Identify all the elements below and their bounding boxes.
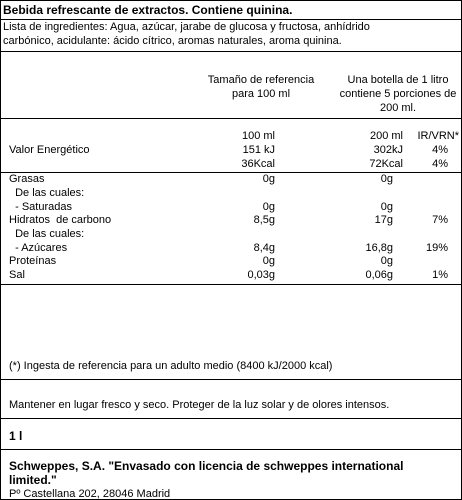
storage-instructions: Mantener en lugar fresco y seco. Proteger de la luz solar y de olores intensos. bbox=[9, 399, 390, 411]
divider bbox=[1, 379, 461, 380]
row-value-200ml: 16,8g bbox=[365, 242, 393, 254]
row-value-200ml: 0,06g bbox=[365, 269, 393, 281]
row-value-ir: 4% bbox=[432, 158, 448, 170]
row-value-100ml: 0g bbox=[262, 255, 275, 267]
row-value-100ml: 151 kJ bbox=[242, 144, 275, 156]
reference-size-header-line-1: Tamaño de referencia bbox=[207, 74, 315, 86]
row-label: Proteínas bbox=[9, 255, 57, 267]
divider bbox=[1, 449, 461, 450]
company-address: Pº Castellana 202, 28046 Madrid bbox=[9, 488, 171, 500]
ingredients-line-2: carbónico, acidulante: ácido cítrico, aromas naturales, aroma quinina. bbox=[3, 35, 342, 47]
row-label: De las cuales: bbox=[9, 228, 85, 240]
company-line-2: limited." bbox=[9, 473, 57, 487]
bottle-header-line-2: contiene 5 porciones de bbox=[339, 88, 457, 100]
row-value-200ml: 0g bbox=[380, 255, 393, 267]
row-label: - Saturadas bbox=[9, 201, 72, 213]
row-value-200ml: 17g bbox=[374, 214, 393, 226]
row-value-200ml: 0g bbox=[380, 201, 393, 213]
divider bbox=[1, 51, 461, 52]
row-value-100ml: 8,4g bbox=[253, 242, 275, 254]
row-value-ir: 7% bbox=[432, 214, 448, 226]
row-label: - Azúcares bbox=[9, 242, 68, 254]
row-label: Sal bbox=[9, 269, 25, 281]
column-ir-vrn: IR/VRN* bbox=[417, 130, 459, 142]
net-volume: 1 l bbox=[9, 429, 23, 443]
row-label: De las cuales: bbox=[9, 187, 85, 199]
row-value-100ml: 0,03g bbox=[247, 269, 275, 281]
row-value-200ml: 302kJ bbox=[373, 144, 403, 156]
bottle-header-line-3: 200 ml. bbox=[379, 102, 417, 114]
row-value-ir: 4% bbox=[432, 144, 448, 156]
row-value-200ml: 0g bbox=[380, 173, 393, 185]
row-value-100ml: 36Kcal bbox=[241, 158, 275, 170]
product-title: Bebida refrescante de extractos. Contiene quinina. bbox=[3, 3, 293, 17]
reference-size-header-line-2: para 100 ml bbox=[231, 88, 291, 100]
row-value-100ml: 0g bbox=[262, 201, 275, 213]
divider bbox=[1, 118, 461, 119]
row-label: Hidratos de carbono bbox=[9, 214, 112, 226]
row-label: Valor Energético bbox=[9, 144, 90, 156]
column-100ml: 100 ml bbox=[241, 130, 275, 142]
bottle-header-line-1: Una botella de 1 litro bbox=[347, 74, 449, 86]
divider bbox=[1, 418, 461, 419]
row-value-200ml: 72Kcal bbox=[369, 158, 403, 170]
row-value-ir: 1% bbox=[432, 269, 448, 281]
divider bbox=[1, 19, 461, 20]
ingredients-line-1: Lista de ingredientes: Agua, azúcar, jarabe de glucosa y fructosa, anhídrido bbox=[3, 21, 370, 33]
row-value-ir: 19% bbox=[425, 242, 448, 254]
divider bbox=[1, 284, 461, 285]
company-line-1: Schweppes, S.A. "Envasado con licencia de schweppes international bbox=[9, 459, 404, 473]
column-200ml: 200 ml bbox=[369, 130, 403, 142]
row-label: Grasas bbox=[9, 173, 45, 185]
footnote: (*) Ingesta de referencia para un adulto medio (8400 kJ/2000 kcal) bbox=[9, 360, 333, 372]
row-value-100ml: 0g bbox=[262, 173, 275, 185]
row-value-100ml: 8,5g bbox=[253, 214, 275, 226]
